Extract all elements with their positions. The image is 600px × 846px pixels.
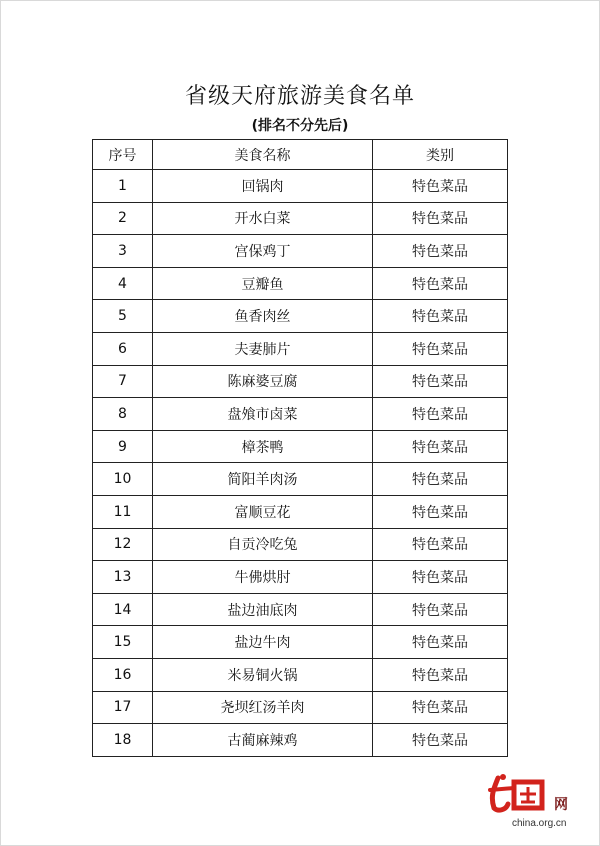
document-subtitle: (排名不分先后) [251, 118, 349, 134]
row-food-name: 陈麻婆豆腐 [153, 365, 373, 398]
table-row [93, 528, 508, 561]
row-food-name: 鱼香肉丝 [153, 300, 373, 333]
food-list-table [92, 139, 508, 757]
header-category: 类别 [373, 140, 508, 170]
row-category: 特色菜品 [373, 463, 508, 496]
row-food-name: 简阳羊肉汤 [153, 463, 373, 496]
row-food-name: 樟茶鸭 [153, 430, 373, 463]
table-row [93, 626, 508, 659]
china-org-watermark [484, 774, 588, 834]
table-header-row [93, 140, 508, 170]
row-number: 18 [93, 724, 153, 757]
row-number: 1 [93, 170, 153, 203]
row-food-name: 尧坝红汤羊肉 [153, 691, 373, 724]
row-number: 12 [93, 528, 153, 561]
table-row [93, 593, 508, 626]
table-row [93, 300, 508, 333]
row-number: 15 [93, 626, 153, 659]
row-category: 特色菜品 [373, 300, 508, 333]
table-row [93, 235, 508, 268]
header-number: 序号 [93, 140, 153, 170]
row-number: 17 [93, 691, 153, 724]
row-food-name: 盘飧市卤菜 [153, 398, 373, 431]
table-row [93, 398, 508, 431]
table-row [93, 724, 508, 757]
row-number: 9 [93, 430, 153, 463]
row-number: 7 [93, 365, 153, 398]
row-number: 6 [93, 332, 153, 365]
table-row [93, 202, 508, 235]
row-number: 8 [93, 398, 153, 431]
row-food-name: 自贡冷吃兔 [153, 528, 373, 561]
row-food-name: 古蔺麻辣鸡 [153, 724, 373, 757]
row-food-name: 盐边油底肉 [153, 593, 373, 626]
logo-url: china.org.cn [512, 818, 567, 829]
table-row [93, 463, 508, 496]
row-number: 13 [93, 561, 153, 594]
row-category: 特色菜品 [373, 202, 508, 235]
row-category: 特色菜品 [373, 691, 508, 724]
row-number: 11 [93, 495, 153, 528]
row-category: 特色菜品 [373, 235, 508, 268]
row-category: 特色菜品 [373, 724, 508, 757]
row-food-name: 夫妻肺片 [153, 332, 373, 365]
row-number: 14 [93, 593, 153, 626]
row-food-name: 回锅肉 [153, 170, 373, 203]
row-category: 特色菜品 [373, 170, 508, 203]
row-category: 特色菜品 [373, 398, 508, 431]
table-row [93, 658, 508, 691]
china-org-logo-icon [484, 774, 554, 816]
table-row [93, 430, 508, 463]
row-food-name: 宫保鸡丁 [153, 235, 373, 268]
row-number: 3 [93, 235, 153, 268]
row-number: 16 [93, 658, 153, 691]
row-category: 特色菜品 [373, 528, 508, 561]
row-number: 10 [93, 463, 153, 496]
row-category: 特色菜品 [373, 658, 508, 691]
row-food-name: 豆瓣鱼 [153, 267, 373, 300]
row-category: 特色菜品 [373, 430, 508, 463]
table-row [93, 267, 508, 300]
table-row [93, 365, 508, 398]
row-category: 特色菜品 [373, 561, 508, 594]
row-category: 特色菜品 [373, 365, 508, 398]
table-row [93, 495, 508, 528]
row-food-name: 牛佛烘肘 [153, 561, 373, 594]
row-category: 特色菜品 [373, 267, 508, 300]
row-number: 2 [93, 202, 153, 235]
row-category: 特色菜品 [373, 332, 508, 365]
row-food-name: 开水白菜 [153, 202, 373, 235]
row-category: 特色菜品 [373, 626, 508, 659]
header-food-name: 美食名称 [153, 140, 373, 170]
table-row [93, 691, 508, 724]
row-category: 特色菜品 [373, 495, 508, 528]
logo-net-char: 网 [554, 797, 568, 813]
row-food-name: 富顺豆花 [153, 495, 373, 528]
row-food-name: 米易铜火锅 [153, 658, 373, 691]
row-food-name: 盐边牛肉 [153, 626, 373, 659]
row-number: 5 [93, 300, 153, 333]
table-row [93, 170, 508, 203]
table-row [93, 561, 508, 594]
row-category: 特色菜品 [373, 593, 508, 626]
row-number: 4 [93, 267, 153, 300]
table-row [93, 332, 508, 365]
document-title: 省级天府旅游美食名单 [184, 84, 415, 109]
